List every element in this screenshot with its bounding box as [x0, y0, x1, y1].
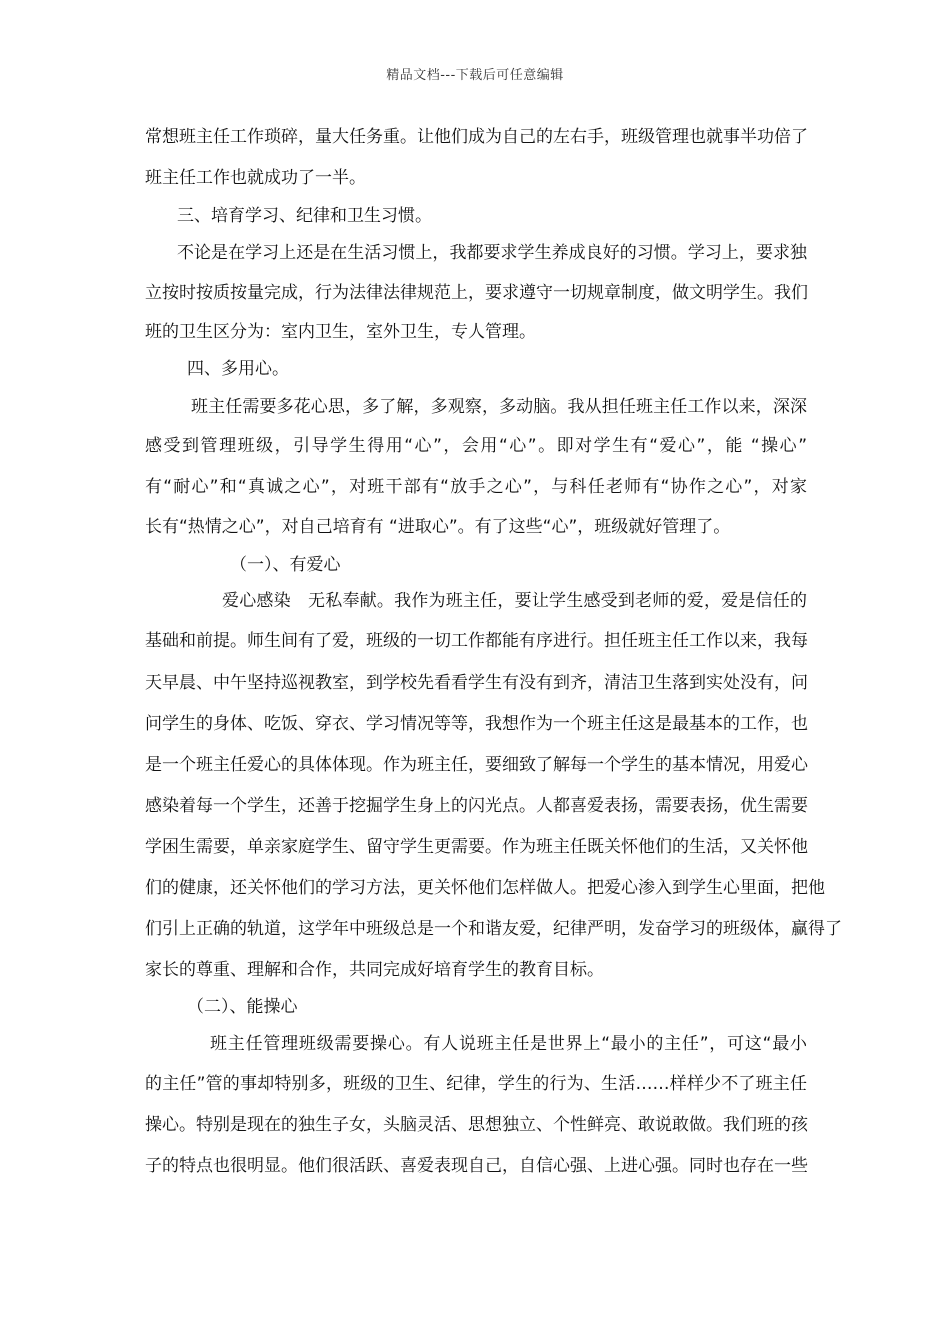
text-line: 爱心感染 无私奉献。我作为班主任，要让学生感受到老师的爱，爱是信任的 — [222, 591, 807, 611]
subsection-heading: （二）、能操心 — [187, 997, 298, 1017]
subsection-heading: （一）、有爱心 — [230, 555, 341, 575]
text-line: 长有“热情之心”，对自己培育有 “进取心”。有了这些“心”，班级就好管理了。 — [145, 517, 731, 537]
text-line: 班主任需要多花心思，多了解，多观察，多动脑。我从担任班主任工作以来，深深 — [191, 397, 807, 417]
text-line: 学困生需要，单亲家庭学生、留守学生更需要。作为班主任既关怀他们的生活，又关怀他 — [145, 837, 808, 857]
text-line: 们引上正确的轨道，这学年中班级总是一个和谐友爱，纪律严明，发奋学习的班级体，赢得了 — [145, 919, 842, 939]
text-line: 问学生的身体、吃饭、穿衣、学习情况等等，我想作为一个班主任这是最基本的工作，也 — [145, 714, 808, 734]
text-line: 们的健康，还关怀他们的学习方法，更关怀他们怎样做人。把爱心渗入到学生心里面，把他 — [145, 878, 825, 898]
text-line: 常想班主任工作琐碎，量大任务重。让他们成为自己的左右手，班级管理也就事半功倍了 — [145, 127, 808, 147]
text-line: 是一个班主任爱心的具体体现。作为班主任，要细致了解每一个学生的基本情况，用爱心 — [145, 755, 808, 775]
section-heading: 四、多用心。 — [187, 359, 289, 379]
text-line: 有“耐心”和“真诚之心”，对班干部有“放手之心”，与科任老师有“协作之心”，对家 — [145, 477, 807, 497]
text-line: 立按时按质按量完成，行为法律法律规范上，要求遵守一切规章制度，做文明学生。我们 — [145, 283, 808, 303]
text-line: 班主任工作也就成功了一半。 — [145, 168, 366, 188]
text-line: 的主任”管的事却特别多，班级的卫生、纪律，学生的行为、生活……样样少不了班主任 — [145, 1074, 807, 1094]
text-line: 感受到管理班级，引导学生得用“心”，会用“心”。即对学生有“爱心”，能 “操心” — [145, 436, 808, 456]
text-line: 操心。特别是现在的独生子女，头脑灵活、思想独立、个性鲜亮、敢说敢做。我们班的孩 — [145, 1115, 808, 1135]
text-line: 子的特点也很明显。他们很活跃、喜爱表现自己，自信心强、上进心强。同时也存在一些 — [145, 1156, 808, 1176]
page-header: 精品文档---下载后可任意编辑 — [386, 68, 564, 83]
section-heading: 三、培育学习、纪律和卫生习惯。 — [177, 206, 432, 226]
text-line: 家长的尊重、理解和合作，共同完成好培育学生的教育目标。 — [145, 960, 604, 980]
text-line: 不论是在学习上还是在生活习惯上，我都要求学生养成良好的习惯。学习上，要求独 — [177, 243, 807, 263]
text-line: 天早晨、中午坚持巡视教室，到学校先看看学生有没有到齐，清洁卫生落到实处没有，问 — [145, 673, 808, 693]
text-line: 班主任管理班级需要操心。有人说班主任是世界上“最小的主任”，可这“最小 — [210, 1034, 807, 1054]
text-line: 班的卫生区分为：室内卫生，室外卫生，专人管理。 — [145, 322, 536, 342]
text-line: 感染着每一个学生，还善于挖掘学生身上的闪光点。人都喜爱表扬，需要表扬，优生需要 — [145, 796, 808, 816]
text-line: 基础和前提。师生间有了爱，班级的一切工作都能有序进行。担任班主任工作以来，我每 — [145, 631, 808, 651]
